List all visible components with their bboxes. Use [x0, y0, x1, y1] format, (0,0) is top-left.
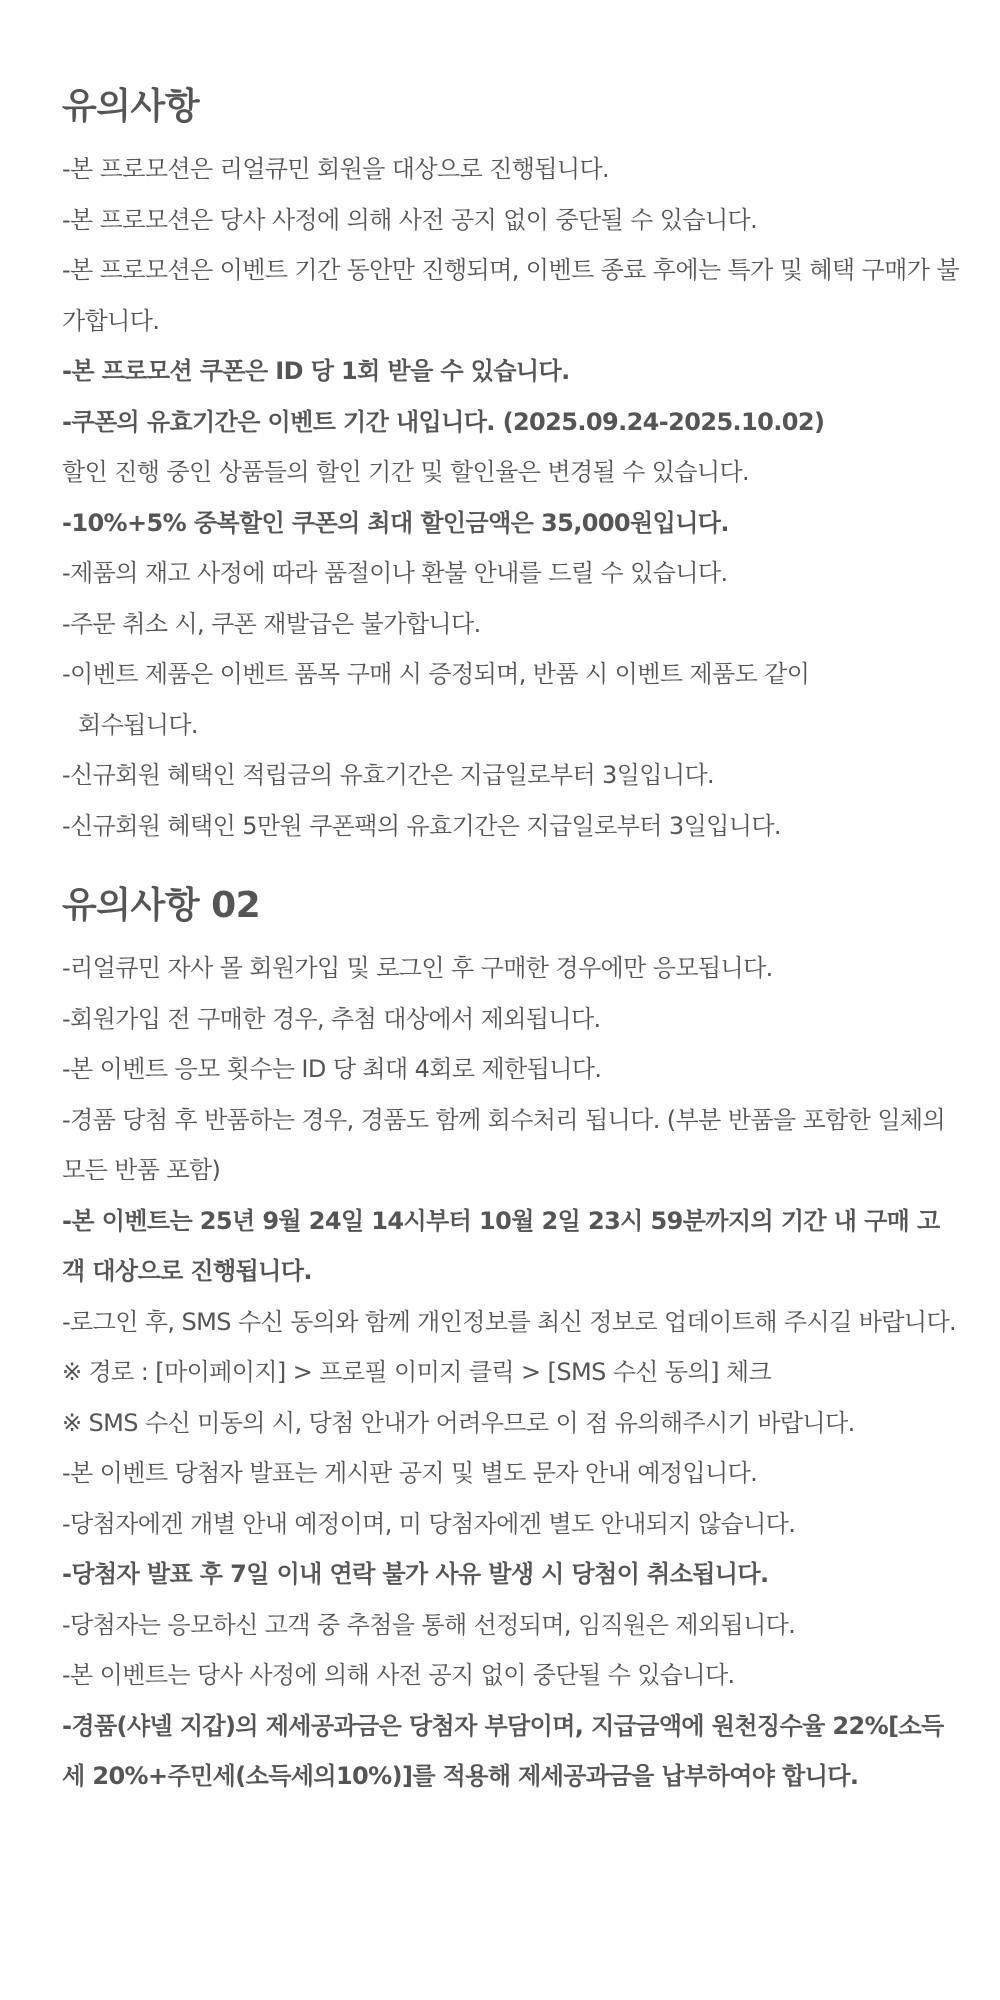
notice-item: -본 프로모션 쿠폰은 ID 당 1회 받을 수 있습니다.: [62, 357, 570, 385]
notice-item: -당첨자에겐 개별 안내 예정이며, 미 당첨자에겐 별도 안내되지 않습니다.: [62, 1509, 796, 1538]
notice-item-text: -이벤트 제품은 이벤트 품목 구매 시 증정되며, 반품 시 이벤트 제품도 같이: [62, 660, 810, 688]
notice-item: -쿠폰의 유효기간은 이벤트 기간 내입니다. (2025.09.24-2025.10.02): [62, 407, 825, 436]
notice-item: -본 이벤트는 당사 사정에 의해 사전 공지 없이 중단될 수 있습니다.: [62, 1661, 735, 1689]
section-title: 유의사항: [62, 86, 200, 127]
notice-item: -신규회원 혜택인 5만원 쿠폰팩의 유효기간은 지급일로부터 3일입니다.: [62, 811, 781, 840]
notice-item: -회원가입 전 구매한 경우, 추첨 대상에서 제외됩니다.: [62, 1004, 601, 1033]
notice-item: -본 이벤트 응모 횟수는 ID 당 최대 4회로 제한됩니다.: [62, 1055, 602, 1083]
notice-list: [62, 943, 960, 1802]
notice-item: -경품(샤넬 지갑)의 제세공과금은 당첨자 부담이며, 지급금액에 원천징수율 22%[소득세 20%+주민세(소득세의10%)]를 적용해 제세공과금을 납부하여야 합니다.: [62, 1711, 944, 1790]
notice-item: -리얼큐민 자사 몰 회원가입 및 로그인 후 구매한 경우에만 응모됩니다.: [62, 954, 773, 982]
section-title: 유의사항 02: [62, 885, 261, 926]
notice-item-continuation: 회수됩니다.: [78, 710, 198, 739]
notice-item: -당첨자 발표 후 7일 이내 연락 불가 사유 발생 시 당첨이 취소됩니다.: [62, 1560, 769, 1588]
notice-item: 할인 진행 중인 상품들의 할인 기간 및 할인율은 변경될 수 있습니다.: [62, 458, 750, 486]
notice-item: ※ 경로 : [마이페이지] > 프로필 이미지 클릭 > [SMS 수신 동의] 체크: [62, 1358, 772, 1386]
notice-section-1: [62, 80, 960, 851]
notice-item: -로그인 후, SMS 수신 동의와 함께 개인정보를 최신 정보로 업데이트해 주시길 바랍니다.: [62, 1307, 957, 1336]
notice-item: -주문 취소 시, 쿠폰 재발급은 불가합니다.: [62, 609, 481, 638]
notice-item: -본 프로모션은 리얼큐민 회원을 대상으로 진행됩니다.: [62, 155, 610, 183]
notice-list: [62, 144, 960, 851]
notice-item: -제품의 재고 사정에 따라 품절이나 환불 안내를 드릴 수 있습니다.: [62, 559, 728, 587]
notice-item: [62, 649, 960, 750]
notice-item: -본 이벤트 당첨자 발표는 게시판 공지 및 별도 문자 안내 예정입니다.: [62, 1459, 758, 1487]
notice-item: -신규회원 혜택인 적립금의 유효기간은 지급일로부터 3일입니다.: [62, 761, 715, 789]
notice-item: -본 프로모션은 이벤트 기간 동안만 진행되며, 이벤트 종료 후에는 특가 및 혜택 구매가 불가합니다.: [62, 256, 959, 335]
notice-item: -본 프로모션은 당사 사정에 의해 사전 공지 없이 중단될 수 있습니다.: [62, 205, 758, 234]
notice-item: -본 이벤트는 25년 9월 24일 14시부터 10월 2일 23시 59분까지의 기간 내 구매 고객 대상으로 진행됩니다.: [62, 1206, 940, 1285]
notice-item: -경품 당첨 후 반품하는 경우, 경품도 함께 회수처리 됩니다. (부분 반품을 포함한 일체의 모든 반품 포함): [62, 1105, 946, 1184]
notice-item: ※ SMS 수신 미동의 시, 당첨 안내가 어려우므로 이 점 유의해주시기 바랍니다.: [62, 1408, 855, 1437]
notice-item: -당첨자는 응모하신 고객 중 추첨을 통해 선정되며, 임직원은 제외됩니다.: [62, 1610, 796, 1639]
notice-section-2: [62, 879, 960, 1802]
notice-item: -10%+5% 중복할인 쿠폰의 최대 할인금액은 35,000원입니다.: [62, 508, 729, 537]
